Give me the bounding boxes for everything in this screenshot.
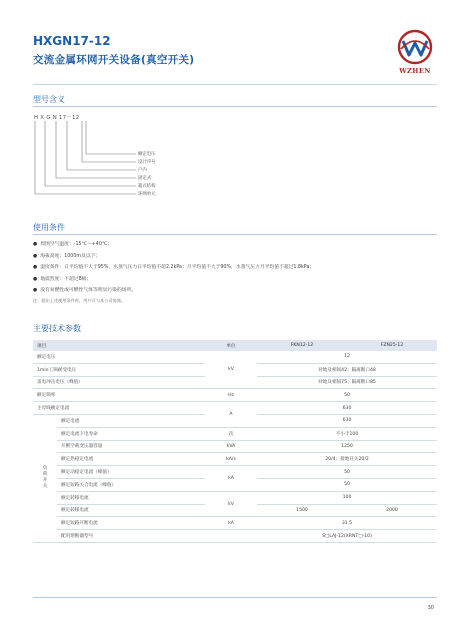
row-item: 额定短路开断电流 bbox=[57, 517, 205, 530]
row-value: 100 bbox=[257, 491, 437, 504]
col-header-fzn: FZN25-12 bbox=[347, 340, 437, 351]
footer-divider bbox=[33, 597, 437, 598]
row-unit: kA bbox=[205, 517, 257, 530]
bullet-icon: ● bbox=[33, 277, 38, 282]
table-row bbox=[33, 351, 437, 363]
row-unit: Hz bbox=[205, 389, 257, 402]
model-meaning-divider bbox=[33, 106, 437, 107]
condition-item: ● 海拔高度：1000m及以下； bbox=[33, 254, 101, 259]
row-unit: 次 bbox=[205, 427, 257, 440]
legend-rated-voltage: 额定电压 bbox=[138, 152, 156, 157]
legend-indoor: 户内 bbox=[138, 168, 147, 173]
row-value: 630 bbox=[257, 402, 437, 415]
row-item: 额定转移电流 bbox=[57, 504, 205, 517]
bullet-icon: ● bbox=[33, 265, 38, 270]
bullet-icon: ● bbox=[33, 254, 38, 259]
row-value-fkn: 1500 bbox=[257, 504, 347, 517]
table-row bbox=[33, 427, 437, 440]
row-item: 额定短路关合电流（峰值） bbox=[57, 478, 205, 491]
row-item: 开断空载变压器容量 bbox=[57, 440, 205, 453]
model-code: H X G N 17－12 bbox=[34, 115, 80, 121]
legend-fixed-type: 固定式 bbox=[138, 176, 152, 181]
condition-item: ● 湿度条件：日平均值不大于95%，水蒸气压力日平均值不超2.2kPa；月平均值不大于90%，水蒸气压力月平均值不超过1.8kPa； bbox=[33, 265, 315, 270]
row-value: 20/4；接地开关20/2 bbox=[257, 453, 437, 466]
row-unit: kA/s bbox=[205, 453, 257, 466]
product-subtitle: 交流金属环网开关设备(真空开关) bbox=[33, 54, 195, 66]
row-item: 主母线额定电流 bbox=[33, 402, 205, 415]
row-value-fzn: 2000 bbox=[347, 504, 437, 517]
row-item: 额定电压 bbox=[33, 351, 205, 363]
col-header-item: 项目 bbox=[33, 340, 205, 351]
load-switch-group-label: 负荷开关 bbox=[33, 414, 57, 542]
table-row bbox=[33, 491, 437, 504]
col-header-unit: 单位 bbox=[205, 340, 257, 351]
row-item: 额定转移电流 bbox=[57, 491, 205, 504]
table-row bbox=[33, 402, 437, 415]
condition-item: ● 地震烈度：不超过8级； bbox=[33, 277, 92, 282]
product-title: HXGN17-12 bbox=[33, 34, 111, 48]
spec-table bbox=[33, 340, 437, 543]
row-item: 额定电流 bbox=[57, 414, 205, 427]
row-value: 31.5 bbox=[257, 517, 437, 530]
row-item: 额定频率 bbox=[33, 389, 205, 402]
page-number: 30 bbox=[427, 605, 434, 611]
row-unit: kA bbox=[205, 466, 257, 492]
bullet-icon: ● bbox=[33, 242, 38, 247]
row-value: 不小于100 bbox=[257, 427, 437, 440]
row-unit: kVA bbox=[205, 440, 257, 453]
condition-item: ● 周围空气温度：-15℃～+40℃； bbox=[33, 242, 113, 247]
legend-design-number: 设计序号 bbox=[138, 160, 156, 165]
row-value: S□LAJ-12(XRNT□-10) bbox=[257, 530, 437, 543]
row-value: 630 bbox=[257, 414, 437, 427]
conditions-heading: 使用条件 bbox=[33, 223, 65, 232]
model-code-diagram bbox=[34, 119, 194, 209]
logo-text: WZHEN bbox=[399, 67, 431, 75]
conditions-note: 注：超出上述使用条件时，用户可与本公司协商。 bbox=[33, 298, 126, 303]
row-value: 50 bbox=[257, 466, 437, 479]
row-unit: kV bbox=[205, 351, 257, 389]
table-row bbox=[33, 466, 437, 479]
row-value: 12 bbox=[257, 351, 437, 363]
condition-item: ● 没有易燃性或可燃性气体等明显污染的场所。 bbox=[33, 288, 137, 293]
row-value: 对地及相间75；隔离断口85 bbox=[257, 376, 437, 389]
table-row bbox=[33, 453, 437, 466]
row-unit: A bbox=[205, 402, 257, 428]
row-item: 额定动稳定电流（峰值） bbox=[57, 466, 205, 479]
row-item: 额定电流下电寿命 bbox=[57, 427, 205, 440]
row-unit bbox=[205, 530, 257, 543]
row-item: 额定热稳定电流 bbox=[57, 453, 205, 466]
table-row bbox=[33, 530, 437, 543]
header-divider bbox=[33, 84, 437, 85]
legend-box-structure: 箱式结构 bbox=[138, 184, 156, 189]
legend-ring-unit: 环网单元 bbox=[138, 192, 156, 197]
conditions-divider bbox=[33, 234, 437, 235]
table-header-row bbox=[33, 340, 437, 351]
table-row bbox=[33, 517, 437, 530]
row-value: 对地及相间42；隔离断口48 bbox=[257, 363, 437, 376]
model-meaning-heading: 型号含义 bbox=[33, 95, 65, 104]
row-value: 50 bbox=[257, 478, 437, 491]
row-item: 配用熔断器型号 bbox=[57, 530, 205, 543]
row-value: 1250 bbox=[257, 440, 437, 453]
bullet-icon: ● bbox=[33, 288, 38, 293]
row-item: 1min工频耐受电压 bbox=[33, 363, 205, 376]
col-header-fkn: FKN12-12 bbox=[257, 340, 347, 351]
row-value: 50 bbox=[257, 389, 437, 402]
specs-heading: 主要技术参数 bbox=[33, 324, 81, 333]
table-row bbox=[33, 389, 437, 402]
row-unit: kV bbox=[205, 491, 257, 517]
table-row bbox=[33, 440, 437, 453]
row-item: 雷电冲击电压（峰值） bbox=[33, 376, 205, 389]
